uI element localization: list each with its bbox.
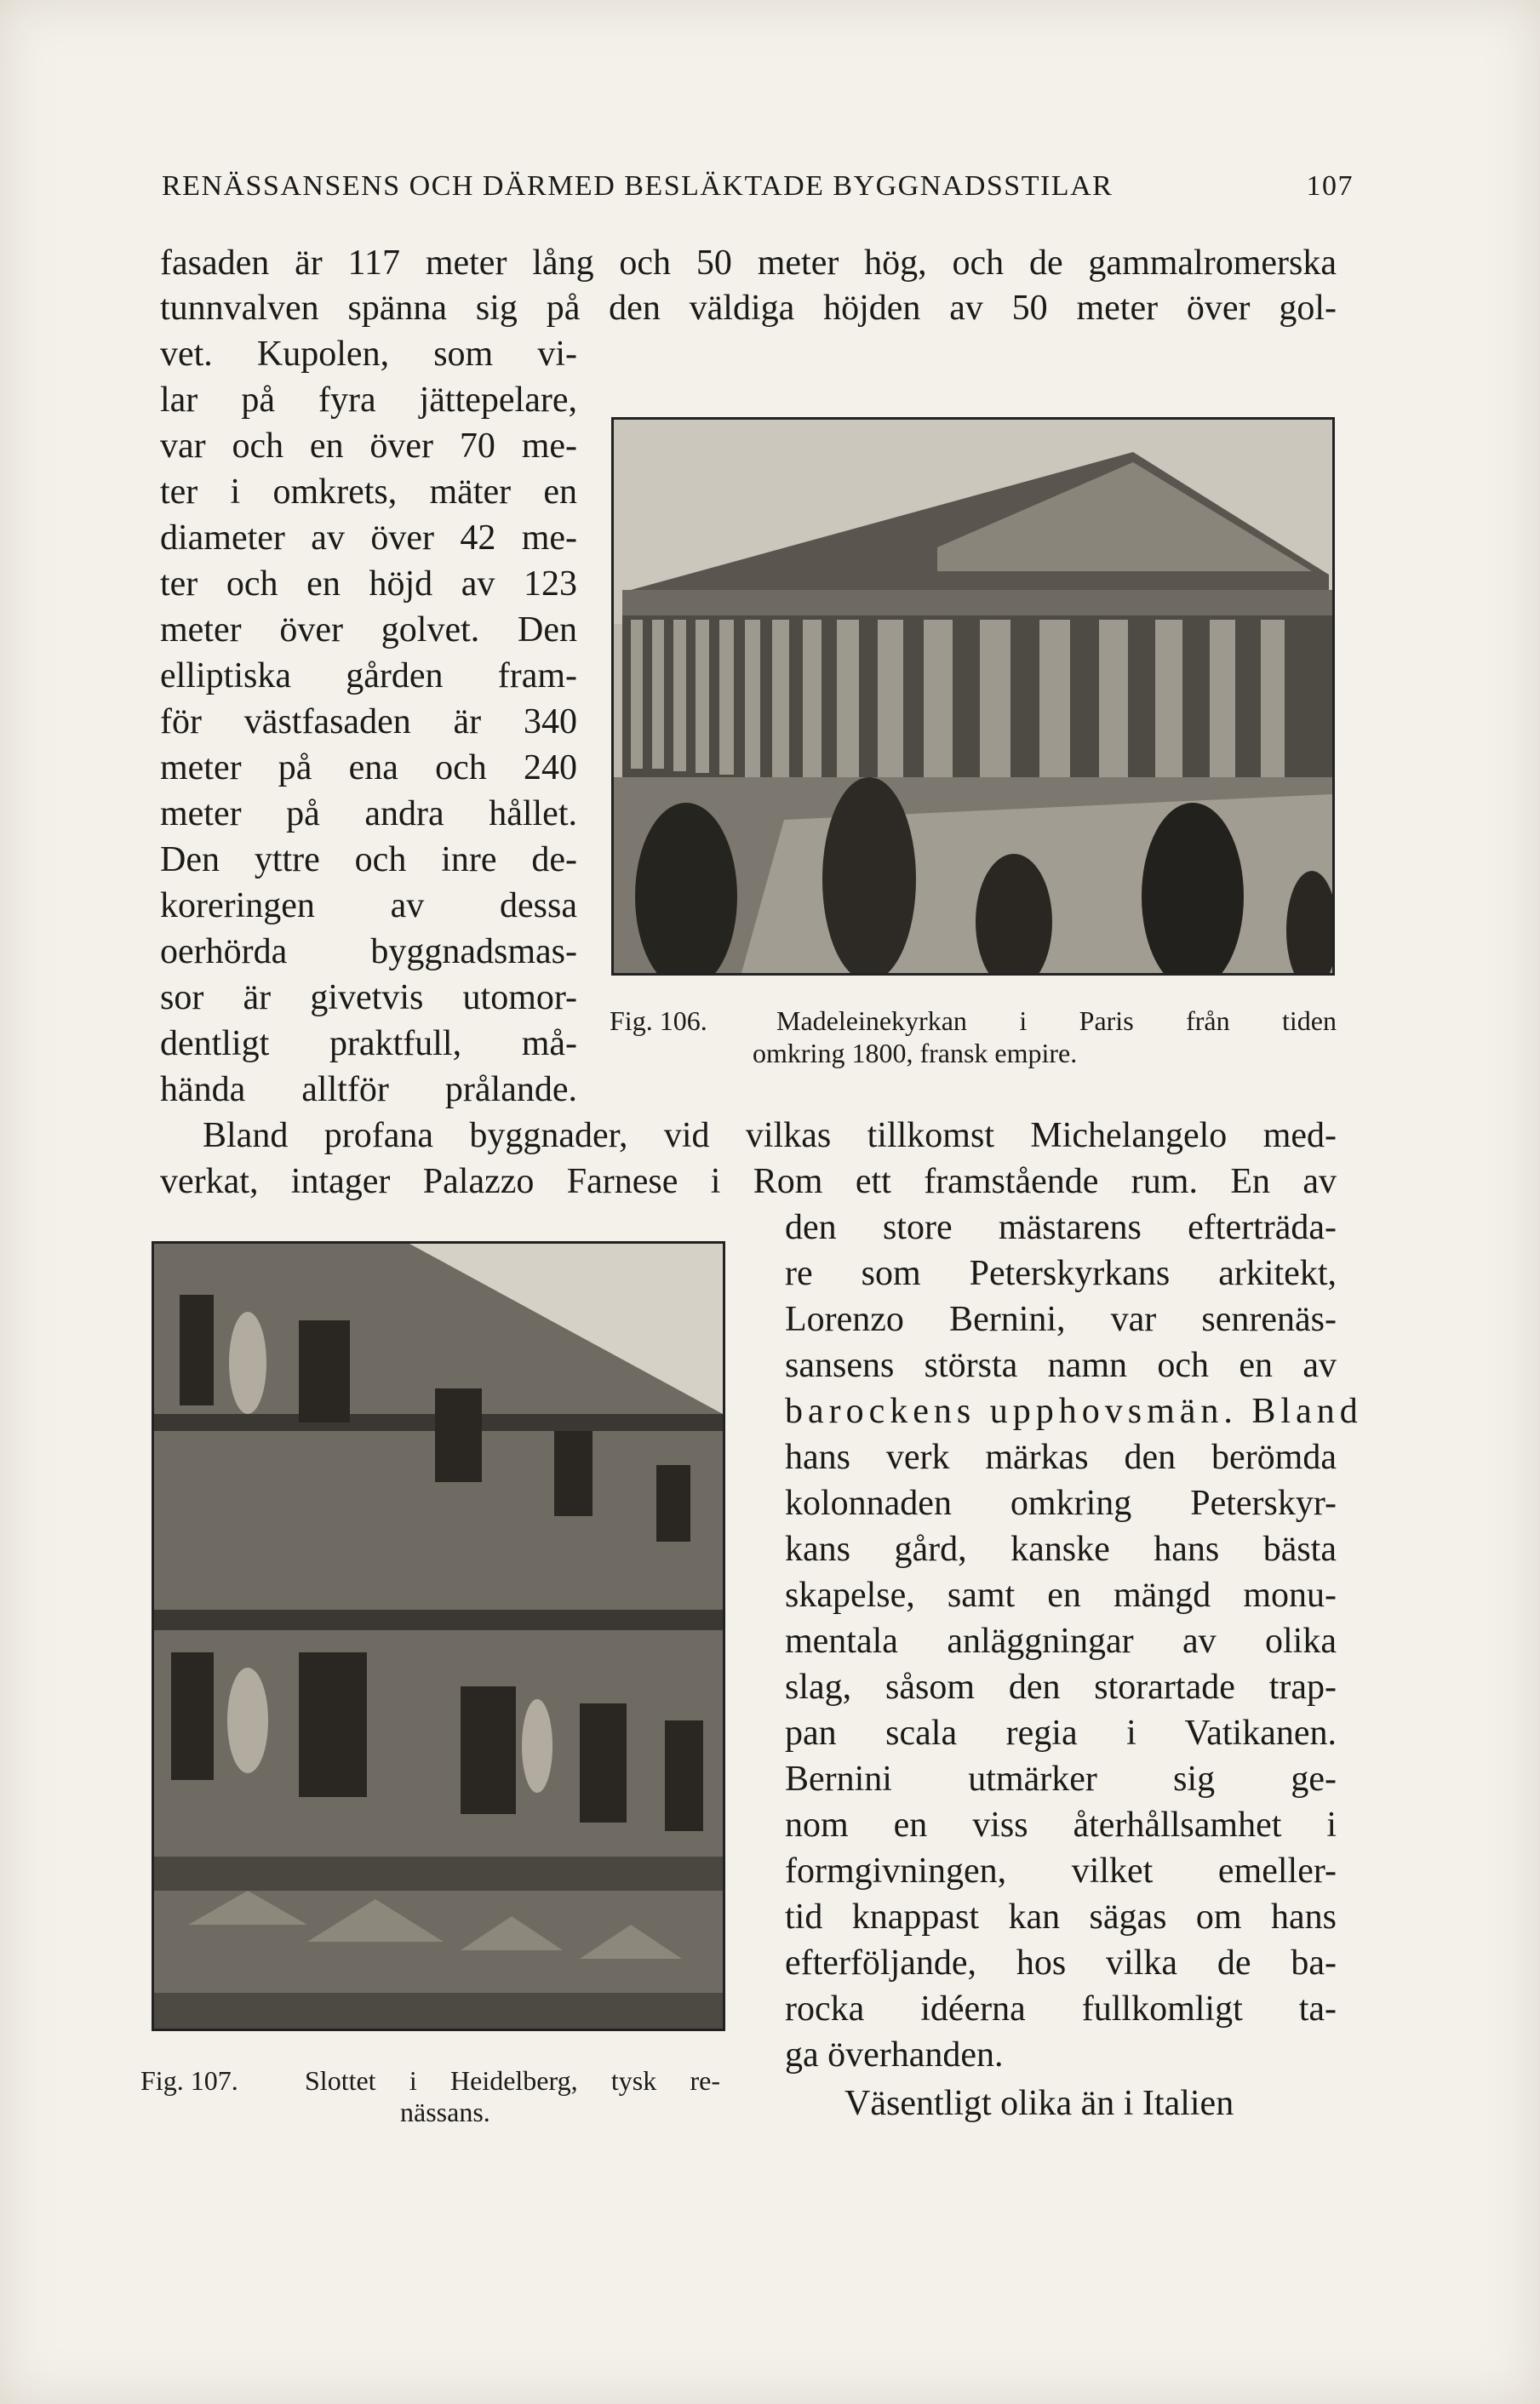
figure-106-label: Fig. 106. (610, 1005, 707, 1036)
text-line: skapelse, samt en mängd monu- (785, 1576, 1337, 1615)
text-line: kolonnaden omkring Peterskyr- (785, 1484, 1337, 1523)
text-line: sor är givetvis utomor- (160, 978, 577, 1017)
text-line: rocka idéerna fullkomligt ta- (785, 1989, 1337, 2029)
page-number: 107 (1306, 170, 1354, 202)
figure-106-caption-cont: omkring 1800, fransk empire. (753, 1038, 1078, 1068)
figure-106-caption: Madeleinekyrkan i Paris från tiden (776, 1005, 1337, 1036)
text-line: var och en över 70 me- (160, 426, 577, 466)
text-line: tunnvalven spänna sig på den väldiga höjden av 50 meter över gol- (160, 289, 1337, 328)
figure-107-photo (152, 1241, 725, 2031)
text-line: meter på ena och 240 (160, 748, 577, 787)
text-line: formgivningen, vilket emeller- (785, 1852, 1337, 1891)
text-line: kans gård, kanske hans bästa (785, 1530, 1337, 1569)
text-line: ter i omkrets, mäter en (160, 472, 577, 512)
running-title: RENÄSSANSENS OCH DÄRMED BESLÄKTADE BYGGNADSSTILAR (162, 170, 1113, 202)
text-line: den store mästarens efterträda- (785, 1208, 1337, 1247)
text-line: pan scala regia i Vatikanen. (785, 1714, 1337, 1753)
figure-106-photo (611, 417, 1335, 976)
text-line: slag, såsom den storartade trap- (785, 1668, 1337, 1707)
text-line: diameter av över 42 me- (160, 518, 577, 558)
text-line: lar på fyra jättepelare, (160, 381, 577, 420)
figure-107-caption-cont: nässans. (400, 2097, 490, 2127)
text-line: koreringen av dessa (160, 886, 577, 925)
text-line: hända alltför prålande. (160, 1070, 577, 1109)
text-line: oerhörda byggnadsmas- (160, 932, 577, 971)
text-line: verkat, intager Palazzo Farnese i Rom ett framstående rum. En av (160, 1162, 1337, 1201)
text-line: efterföljande, hos vilka de ba- (785, 1943, 1337, 1983)
text-line: meter på andra hållet. (160, 794, 577, 833)
figure-107-label: Fig. 107. (140, 2065, 238, 2096)
text-line: fasaden är 117 meter lång och 50 meter hög, och de gammalromerska (160, 243, 1337, 283)
text-line: sansens största namn och en av (785, 1346, 1337, 1385)
text-line: meter över golvet. Den (160, 610, 577, 650)
text-line: för västfasaden är 340 (160, 702, 577, 741)
madeleine-church-illustration (614, 420, 1332, 973)
text-line: elliptiska gården fram- (160, 656, 577, 695)
text-line: tid knappast kan sägas om hans (785, 1897, 1337, 1937)
text-line: Bernini utmärker sig ge- (785, 1760, 1337, 1799)
text-line: dentligt praktfull, må- (160, 1024, 577, 1063)
text-line: barockens upphovsmän. Bland (785, 1392, 1363, 1431)
text-line: ter och en höjd av 123 (160, 564, 577, 604)
running-header (162, 170, 1354, 203)
text-line: vet. Kupolen, som vi- (160, 335, 577, 374)
figure-107-caption: Slottet i Heidelberg, tysk re- (305, 2065, 720, 2096)
heidelberg-castle-illustration (154, 1244, 723, 2029)
text-line: Bland profana byggnader, vid vilkas tillkomst Michelangelo med- (203, 1116, 1337, 1155)
text-line: ga överhanden. (785, 2035, 1004, 2075)
text-line: nom en viss återhållsamhet i (785, 1806, 1337, 1845)
text-line: re som Peterskyrkans arkitekt, (785, 1254, 1337, 1293)
text-line: mentala anläggningar av olika (785, 1622, 1337, 1661)
text-line: Lorenzo Bernini, var senrenäs- (785, 1300, 1337, 1339)
text-line: Den yttre och inre de- (160, 840, 577, 879)
text-line: hans verk märkas den berömda (785, 1438, 1337, 1477)
text-line: Väsentligt olika än i Italien (844, 2084, 1234, 2123)
